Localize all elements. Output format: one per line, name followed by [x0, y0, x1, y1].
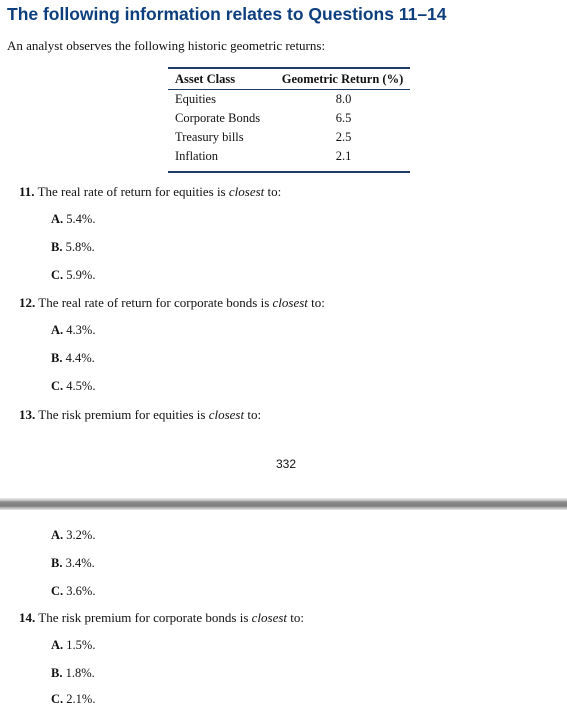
page-number: 332 [276, 457, 297, 471]
question-text: The risk premium for corporate bonds is [38, 610, 252, 625]
option-text: 4.5%. [66, 379, 96, 393]
table-row [168, 147, 410, 166]
option-text: 3.2%. [66, 528, 96, 542]
option-text: 4.4%. [65, 351, 95, 365]
return-cell: 2.1 [335, 149, 352, 163]
question-number: 12. [19, 295, 36, 310]
option-text: 1.5%. [66, 638, 96, 652]
option-text: 3.4%. [65, 556, 95, 570]
question-emphasis: closest [251, 610, 288, 625]
option-text: 2.1%. [66, 692, 96, 706]
answer-option[interactable] [51, 692, 95, 707]
question-text-end: to: [264, 184, 282, 199]
answer-option[interactable] [51, 212, 95, 227]
option-text: 5.8%. [65, 240, 95, 254]
answer-option[interactable] [51, 379, 95, 394]
asset-cell: Corporate Bonds [175, 111, 261, 125]
option-text: 4.3%. [66, 323, 96, 337]
question-text: The real rate of return for equities is [37, 184, 229, 199]
question-13 [19, 407, 261, 423]
question-number: 14. [19, 610, 36, 625]
return-cell: 6.5 [335, 111, 352, 125]
option-text: 1.8%. [65, 666, 95, 680]
option-letter: A. [51, 212, 64, 226]
answer-option[interactable] [51, 240, 95, 255]
question-number: 13. [19, 407, 36, 422]
asset-cell: Inflation [175, 149, 219, 163]
document-page-2 [0, 510, 567, 710]
option-text: 5.9%. [66, 268, 96, 282]
return-cell: 8.0 [335, 92, 352, 106]
question-text-end: to: [244, 407, 262, 422]
answer-option[interactable] [51, 584, 95, 599]
question-11 [19, 184, 281, 200]
answer-option[interactable] [51, 351, 95, 366]
page-break-separator [0, 498, 567, 510]
question-14 [19, 610, 304, 626]
question-emphasis: closest [272, 295, 308, 310]
table-row [168, 109, 410, 128]
answer-option[interactable] [51, 323, 95, 338]
question-emphasis: closest [208, 407, 245, 422]
question-text-end: to: [307, 295, 325, 310]
option-letter: C. [51, 379, 64, 393]
option-letter: C. [51, 584, 64, 598]
return-cell: 2.5 [335, 130, 352, 144]
option-letter: B. [51, 666, 63, 680]
option-letter: B. [51, 556, 63, 570]
option-text: 3.6%. [66, 584, 96, 598]
question-text: The risk premium for equities is [38, 407, 209, 422]
option-text: 5.4%. [66, 212, 96, 226]
option-letter: B. [51, 351, 63, 365]
table-bottom-rule [168, 171, 410, 173]
header-asset-class: Asset Class [175, 71, 236, 86]
option-letter: A. [51, 323, 64, 337]
answer-option[interactable] [51, 666, 95, 681]
question-text: The real rate of return for corporate bonds is [38, 295, 273, 310]
question-text-end: to: [287, 610, 305, 625]
table-row [168, 128, 410, 147]
option-letter: C. [51, 692, 64, 706]
question-12 [19, 295, 325, 311]
section-title: The following information relates to Questions 11–14 [7, 4, 447, 24]
table-row [168, 90, 410, 109]
returns-table [168, 67, 410, 173]
question-emphasis: closest [228, 184, 265, 199]
answer-option[interactable] [51, 528, 95, 543]
table-header-row [168, 69, 410, 89]
answer-option[interactable] [51, 556, 95, 571]
option-letter: B. [51, 240, 63, 254]
answer-option[interactable] [51, 268, 95, 283]
answer-option[interactable] [51, 638, 95, 653]
header-geometric-return: Geometric Return (%) [281, 71, 404, 86]
asset-cell: Treasury bills [175, 130, 244, 144]
intro-text: An analyst observes the following historic geometric returns: [7, 38, 326, 53]
option-letter: A. [51, 528, 64, 542]
asset-cell: Equities [175, 92, 216, 106]
question-number: 11. [19, 184, 35, 199]
option-letter: C. [51, 268, 64, 282]
option-letter: A. [51, 638, 64, 652]
